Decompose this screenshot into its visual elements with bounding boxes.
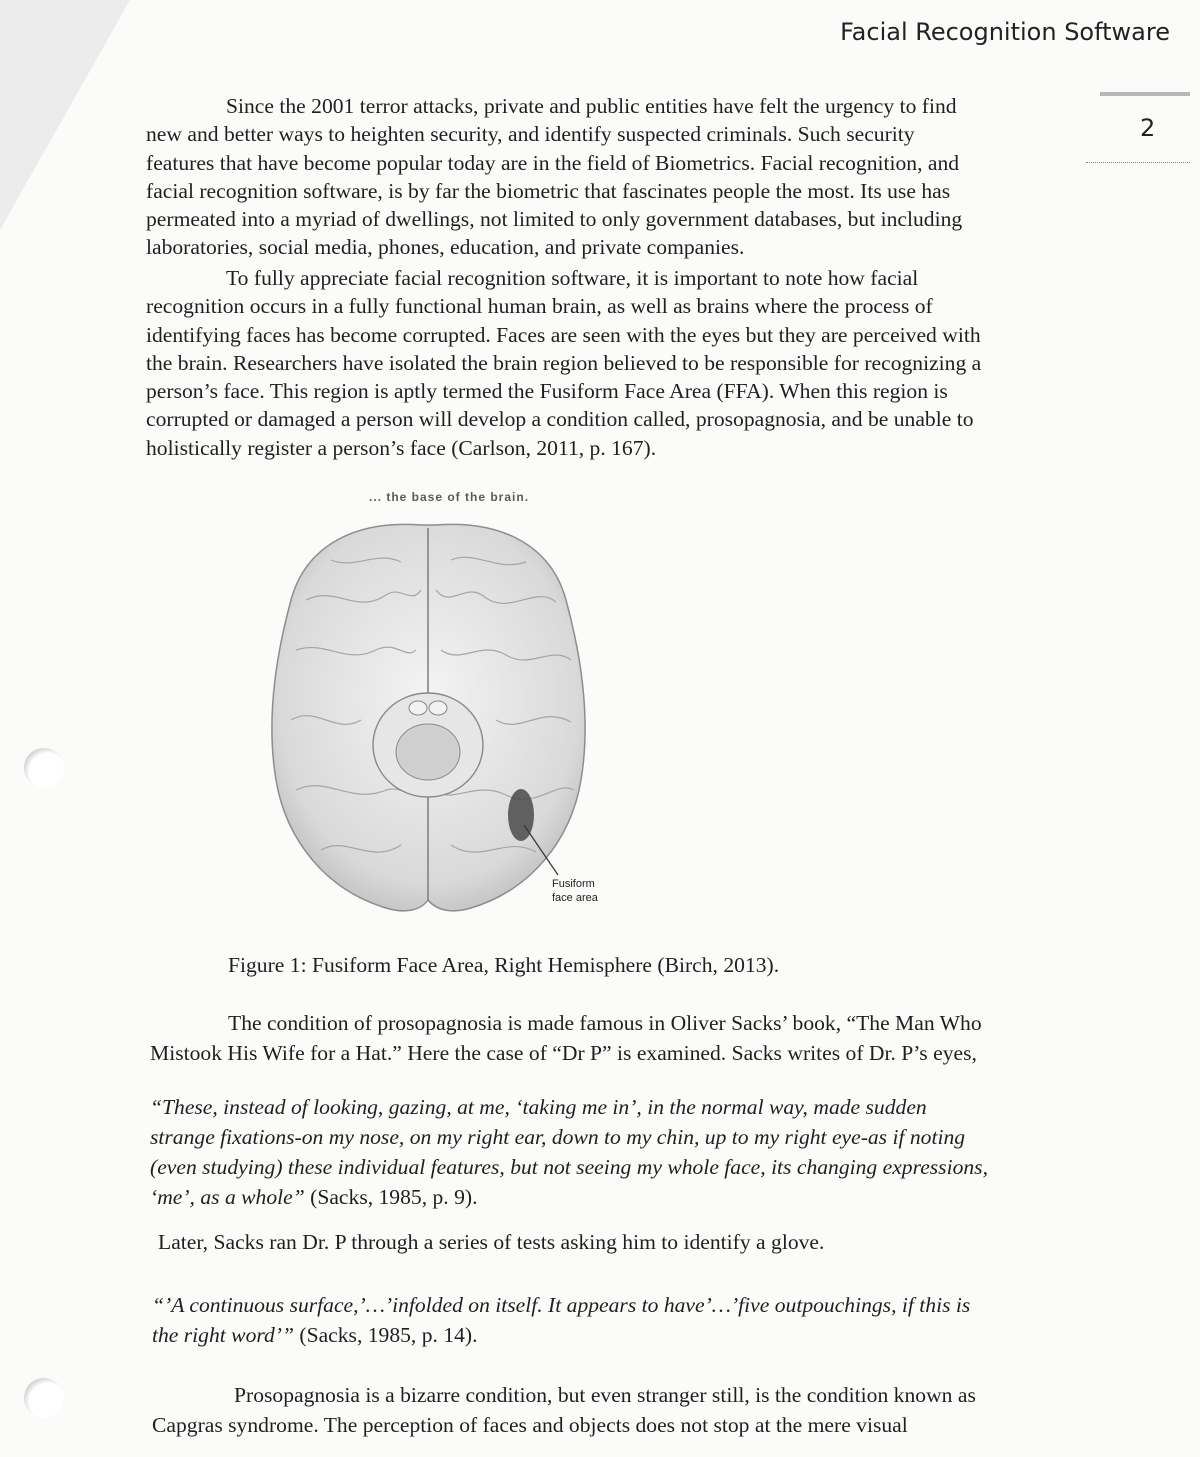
text-line: Since the 2001 terror attacks, private and public entities have felt the urgency to find (226, 94, 957, 118)
paragraph-3 (150, 1008, 1125, 1068)
citation: (Sacks, 1985, p. 14). (293, 1323, 478, 1347)
punch-hole (24, 748, 64, 788)
text-line: new and better ways to heighten security, and identify suspected criminals. Such security (146, 122, 915, 147)
quote-line: (even studying) these individual features, but not seeing my whole face, its changing expressions, (150, 1155, 988, 1179)
quote-line-last (150, 1182, 1125, 1212)
page-number: 2 (1140, 114, 1156, 142)
text-line: Mistook His Wife for a Hat.” Here the case of “Dr P” is examined. Sacks writes of Dr. P’s eyes, (150, 1041, 977, 1065)
quote-line: “’A continuous surface,’…’infolded on itself. It appears to have’…’five outpouchings, if this is (152, 1293, 971, 1317)
text-line: identifying faces has become corrupted. Faces are seen with the eyes but they are perceived with (146, 322, 981, 347)
punch-hole (24, 1378, 64, 1418)
text-line: corrupted or damaged a person will develop a condition called, prosopagnosia, and be unable to (146, 407, 974, 432)
text-line: Prosopagnosia is a bizarre condition, but even stranger still, is the condition known as (234, 1383, 976, 1407)
page-corner-shadow (0, 0, 130, 230)
text-line: laboratories, social media, phones, education, and private companies. (146, 235, 745, 260)
brain-illustration (236, 490, 626, 940)
brain-figure (236, 490, 626, 940)
text-line: recognition occurs in a fully functional human brain, as well as brains where the process of (146, 294, 933, 319)
quote-line: “These, instead of looking, gazing, at me, ‘taking me in’, in the normal way, made sudden (150, 1095, 927, 1119)
text-line: the brain. Researchers have isolated the brain region believed to be responsible for recognizing a (146, 350, 982, 375)
citation: (Sacks, 1985, p. 9). (304, 1185, 478, 1209)
quote-text: the right word’” (152, 1323, 294, 1347)
text-line: permeated into a myriad of dwellings, not limited to only government databases, but including (146, 207, 963, 232)
text-line: Capgras syndrome. The perception of faces and objects does not stop at the mere visual (152, 1413, 908, 1437)
figure-label-line2: face area (552, 892, 598, 904)
quote-text: ‘me’, as a whole” (150, 1185, 305, 1209)
paragraph-1 (146, 92, 1121, 262)
block-quote-1 (150, 1092, 1125, 1212)
text-line: The condition of prosopagnosia is made famous in Oliver Sacks’ book, “The Man Who (228, 1011, 982, 1035)
quote-line: strange fixations-on my nose, on my right ear, down to my chin, up to my right eye-as if noting (150, 1125, 966, 1149)
paragraph-5 (152, 1380, 1127, 1440)
figure-caption: Figure 1: Fusiform Face Area, Right Hemisphere (Birch, 2013). (228, 953, 780, 977)
paragraph-4: Later, Sacks ran Dr. P through a series of tests asking him to identify a glove. (158, 1230, 825, 1254)
text-line: holistically register a person’s face (Carlson, 2011, p. 167). (146, 435, 657, 460)
block-quote-2 (152, 1290, 1127, 1350)
figure-label-line1: Fusiform (552, 878, 595, 890)
running-header: Facial Recognition Software (840, 18, 1170, 46)
paragraph-2 (146, 264, 1121, 462)
quote-line-last (152, 1320, 1127, 1350)
text-line: To fully appreciate facial recognition software, it is important to note how facial (226, 266, 919, 290)
text-line: person’s face. This region is aptly termed the Fusiform Face Area (FFA). When this region is (146, 379, 948, 404)
text-line: features that have become popular today are in the field of Biometrics. Facial recognition, and (146, 150, 960, 175)
figure-cropped-text: ... the base of the brain. (369, 490, 530, 504)
text-line: facial recognition software, is by far the biometric that fascinates people the most. Its use has (146, 178, 951, 203)
